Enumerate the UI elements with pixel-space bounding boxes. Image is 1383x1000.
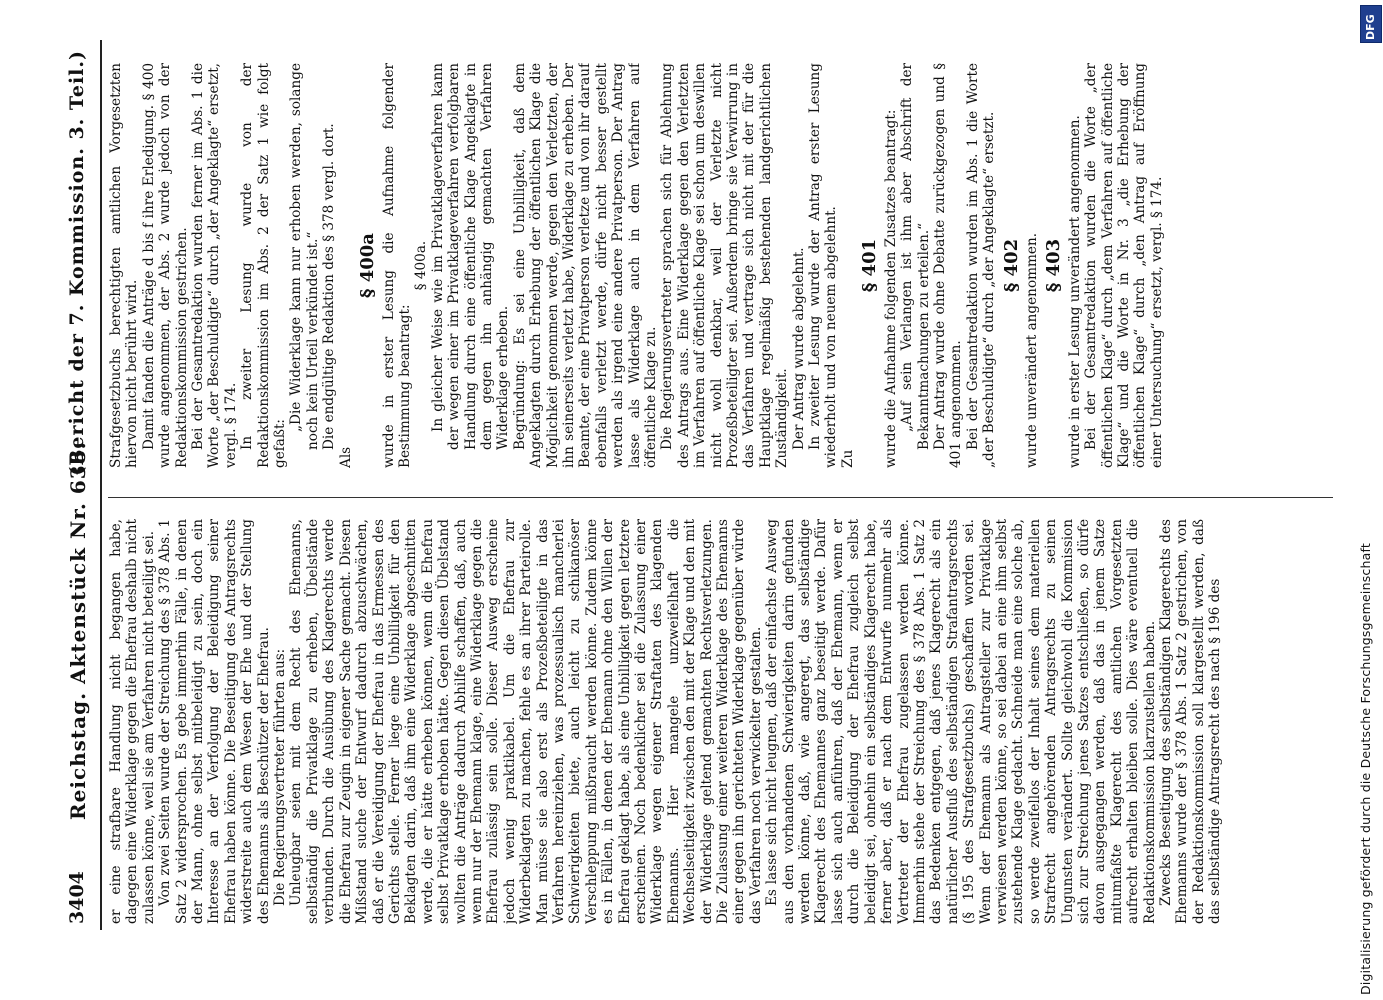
paragraph: Bei der Gesamtredaktion wurden im Abs. 1 die Worte „der Beschuldigte“ durch „der Angeklagte“ ersetzt. (964, 63, 998, 468)
rotated-page (60, 40, 1340, 930)
section-heading: § 401 (859, 238, 881, 293)
paragraph: Die endgültige Redaktion des § 378 vergl. dort. (321, 123, 338, 450)
header-left-title: Reichstag. Aktenstück Nr. 638. (66, 441, 90, 820)
column-divider (108, 497, 1333, 498)
paragraph: In zweiter Lesung wurde von der Redaktionskommission im Abs. 2 der Satz 1 wie folgt gefaßt: (239, 63, 289, 468)
paragraph: Von zwei Seiten wurde der Streichung des § 378 Abs. 1 Satz 2 widersprochen. Es gebe immerhin Fälle, in denen der Mann, ohne selbst mitbeleidigt zu sein, doch ein Interesse an der Verfolgung der Beleidigung seiner Ehefrau haben könne. Die Beseitigung des Antragsrechts widerstreite auch dem Wesen der Ehe und der Stellung des Ehemanns als Beschützer der Ehefrau. (157, 519, 272, 924)
paragraph: Die Regierungsvertreter sprachen sich für Ablehnung des Antrags aus. Eine Widerklage gegen den Verletzten im Verfahren auf öffentliche Klage sei schon um deswillen nicht wohl denkbar, weil der Verletzte nicht Prozeßbeteiligter sei. Außerdem bringe sie Verwirrung in das Verfahren und vertrage sich nicht mit der für die Hauptklage regelmäßig bestehenden landgerichtlichen Zuständigkeit. (659, 63, 791, 468)
quoted-text: „Auf sein Verlangen ist ihm aber Abschrift der Bekanntmachungen zu erteilen.“ (899, 63, 932, 450)
paragraph: Es lasse sich nicht leugnen, daß der einfachste Ausweg aus den vorhandenen Schwierigkeiten darin gefunden werden könne, daß, wie angeregt, das selbständige Klagerecht des Ehemannes ganz beseitigt werde. Dafür lasse sich auch anführen, daß der Ehemann, wenn er durch die Beleidigung der Ehefrau zugleich selbst beleidigt sei, ohnehin ein selbständiges Klagerecht habe, ferner aber, daß er nach dem Entwurfe nunmehr als Vertreter der Ehefrau zugelassen werden könne. Immerhin stehe der Streichung des § 378 Abs. 1 Satz 2 das Bedenken entgegen, daß jenes Klagerecht als ein natürlicher Ausfluß des selbständigen Strafantragsrechts (§ 195 des Strafgesetzbuchs) geschaffen worden sei. Wenn der Ehemann als Antragsteller zur Privatklage verwiesen werden könne, so sei dabei an eine ihm selbst zustehende Klage gedacht. Schneide man eine solche ab, so werde zweifellos der Inhalt seines dem materiellen Strafrecht angehörenden Antragsrechts zu seinen Ungunsten verändert. Sollte gleichwohl die Kommission sich zur Streichung jenes Satzes entschließen, so dürfe davon ausgegangen werden, daß das in jenem Satze mitumfaßte Klagerecht des amtlichen Vorgesetzten aufrecht erhalten bleiben solle. Dies wäre eventuell die Redaktionskommission klarzustellen haben. (764, 519, 1158, 924)
quoted-text: In gleicher Weise wie im Privatklageverfahren kann der wegen einer im Privatklageverfahren verfolgbaren Handlung durch eine öffentliche Klage Angeklagte in dem gegen ihn anhängig gemachten Verfahren Widerklage erheben. (429, 63, 512, 450)
dfg-logo-text: DFG (1364, 14, 1377, 40)
paragraph: Bei der Gesamtredaktion wurden die Worte „der öffentlichen Klage“ durch „dem Verfahren auf öffentliche Klage“ und die Worte in Nr. 3 „die Erhebung der öffentlichen Klage“ durch „den Antrag auf Eröffnung einer Untersuchung“ ersetzt, vergl. § 174. (1083, 63, 1165, 468)
header-right-title: (Bericht der 7. Kommission. 3. Teil.) (66, 50, 88, 476)
paragraph-intro: Zu (839, 449, 856, 468)
paragraph: In zweiter Lesung wurde der Antrag erster Lesung wiederholt und von neuem abgelehnt. (807, 63, 840, 468)
quoted-text: „Die Widerklage kann nur erhoben werden, solange noch kein Urteil verkündet ist.“ (288, 63, 321, 450)
paragraph: Damit fanden die Anträge d bis f ihre Erledigung. § 400 wurde angenommen, der Abs. 2 wurde jedoch von der Redaktionskommission gestrichen. (140, 63, 190, 468)
paragraph: Der Antrag wurde ohne Debatte zurückgezogen und § 401 angenommen. (931, 63, 965, 468)
paragraph: Unleugbar seien mit dem Recht des Ehemanns, selbständig die Privatklage zu erheben, Übelstände verbunden. Durch die Ausübung des Klagerechts werde die Ehefrau zur Zeugin in eigener Sache gemacht. Diesen Mißstand suche der Entwurf dadurch abzuschwächen, daß er die Vereidigung der Ehefrau in das Ermessen des Gerichts stelle. Ferner liege eine Unbilligkeit für den Beklagten darin, daß ihm eine Widerklage abgeschnitten werde, die er hätte erheben können, wenn die Ehefrau selbst Privatklage erhoben hätte. Gegen diesen Übelstand wollten die Anträge dadurch Abhilfe schaffen, daß, auch wenn nur der Ehemann klage, eine Widerklage gegen die Ehefrau zulässig sein solle. Dieser Ausweg erscheine jedoch wenig praktikabel. Um die Ehefrau zur Widerbeklagten zu machen, fehle es an ihrer Parteirolle. Man müsse sie also erst als Prozeßbeteiligte in das Verfahren hereinziehen, was prozessualisch mancherlei Schwierigkeiten biete, auch leicht zu schikanöser Verschleppung mißbraucht werden könne. Zudem könne es in Fällen, in denen der Ehemann ohne den Willen der Ehefrau geklagt habe, als eine Unbilligkeit gegen letztere erscheinen. Noch bedenklicher sei die Zulassung einer Widerklage wegen eigener Straftaten des klagenden Ehemanns. Hier mangele unzweifelhaft die Wechselseitigkeit zwischen den mit der Klage und den mit der Widerklage geltend gemachten Rechtsverletzungen. Die Zulassung einer weiteren Widerklage des Ehemanns einer gegen ihn gerichteten Widerklage gegenüber würde das Verfahren noch verwickelter gestalten. (288, 519, 764, 924)
paragraph: Zwecks Beseitigung des selbständigen Klagerechts des Ehemanns wurde der § 378 Abs. 1 Satz 2 gestrichen, von der Redaktionskommission soll klargestellt werden, daß das selbständige Antragsrecht des nach § 196 des (1158, 519, 1224, 924)
page-header (60, 40, 102, 930)
paragraph: wurde unverändert angenommen. (1023, 232, 1040, 468)
paragraph: Die Regierungsvertreter führten aus: (272, 648, 289, 906)
paragraph: wurde die Aufnahme folgenden Zusatzes beantragt: (882, 109, 899, 468)
section-label: § 400a. (413, 240, 430, 291)
paragraph: er eine strafbare Handlung nicht begangen habe, dagegen eine Widerklage gegen die Ehefrau deshalb nicht zulassen könne, weil sie am Verfahren nicht beteiligt sei. (108, 519, 157, 924)
paragraph: Der Antrag wurde abgelehnt. (790, 247, 807, 450)
paragraph: Strafgesetzbuchs berechtigten amtlichen Vorgesetzten hiervon nicht berührt wird. (108, 63, 141, 468)
page-number: 3404 (66, 871, 88, 924)
paragraph: Begründung: Es sei eine Unbilligkeit, daß dem Angeklagten durch Erhebung der öffentlichen Klage die Möglichkeit genommen werde, gegen den Verletzten, der ihn seinerseits verletzt habe, Widerklage zu erheben. Der Beamte, der eine Privatperson verletze und von ihr darauf ebenfalls verletzt werde, dürfe nicht besser gestellt werden als irgend eine andere Privatperson. Der Antrag lasse als Widerklage auch in dem Verfahren auf öffentliche Klage zu. (511, 63, 659, 468)
section-heading: § 402 (1000, 238, 1022, 293)
paragraph: Bei der Gesamtredaktion wurden ferner im Abs. 1 die Worte „der Beschuldigte“ durch „der Angeklagte“ ersetzt, vergl. § 174. (190, 63, 239, 468)
paragraph: wurde in erster Lesung die Aufnahme folgender Bestimmung beantragt: (380, 63, 413, 468)
text-column-right (108, 63, 1333, 468)
text-column-left (108, 519, 1333, 924)
section-heading: § 403 (1043, 238, 1065, 293)
digitization-caption: Digitalisierung gefördert durch die Deutsche Forschungsgemeinschaft (1358, 543, 1373, 995)
paragraph: wurde in erster Lesung unverändert angenommen. (1066, 115, 1083, 468)
paragraph-intro: Als (337, 446, 354, 468)
section-heading: § 400a (357, 233, 379, 298)
